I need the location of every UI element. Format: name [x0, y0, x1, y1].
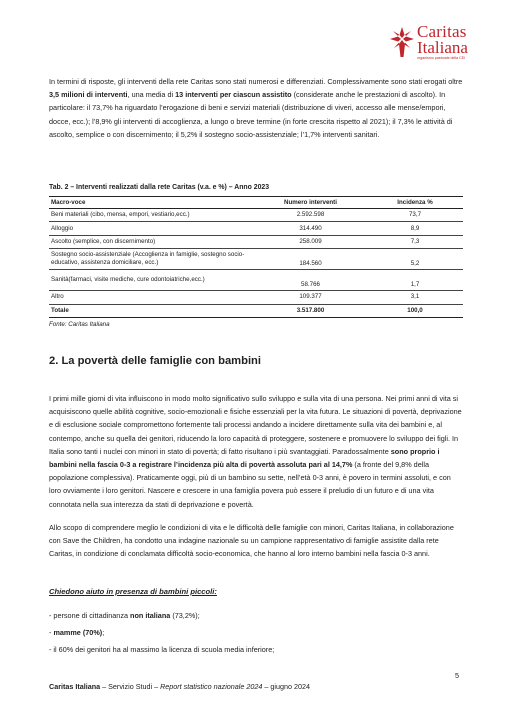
intro-text-2: , una media di — [127, 90, 176, 100]
list-item-text: ; — [102, 628, 105, 637]
table-cell-num: 184.560 — [254, 249, 367, 270]
list-item-text: (73,2%); — [170, 611, 200, 620]
table-cell-label: Beni materiali (cibo, mensa, empori, vestiario,ecc.) — [49, 209, 254, 222]
table-total-pct: 100,0 — [367, 304, 463, 317]
intro-bold-1: 3,5 milioni di interventi — [49, 90, 128, 100]
table-cell-pct: 3,1 — [367, 291, 463, 304]
section-paragraph-2: Allo scopo di comprendere meglio le condizioni di vita e le difficoltà delle famiglie con minori, Caritas Italiana, in collaborazione con Save the Children, ha condotto una indagine nazionale su un campione rappresentativo di famiglie assistite dalla rete Caritas, in condizione di conclamata difficoltà socio-economica, che hanno al loro interno bambini nella fascia 0-3 anni. — [49, 523, 454, 559]
table-row — [49, 249, 463, 270]
table-row — [49, 222, 463, 235]
footer-report: Report statistico nazionale 2024 — [160, 682, 263, 691]
table-row — [49, 291, 463, 304]
table-row — [49, 235, 463, 248]
list-item-bold: mamme (70%) — [53, 628, 103, 637]
section-bold-1: sono proprio i bambini nella fascia 0-3 a registrare l’incidenza più alta di povertà assoluta pari al 14,7% — [49, 446, 440, 470]
table-title: Tab. 2 – Interventi realizzati dalla rete Caritas (v.a. e %) – Anno 2023 — [49, 184, 270, 191]
list-item — [49, 645, 274, 655]
list-item-text: - il 60% dei genitori ha al massimo la licenza di scuola media inferiore; — [49, 645, 275, 654]
intro-text-1: In termini di risposte, gli interventi della rete Caritas sono stati numerosi e differenziati. Complessivamente sono stati erogati oltre — [49, 77, 463, 86]
table-cell-label: Ascolto (semplice, con discernimento) — [49, 235, 254, 248]
page-footer — [49, 682, 310, 691]
table-cell-num: 258.009 — [254, 235, 367, 248]
table-cell-num: 2.592.598 — [254, 209, 367, 222]
subheading: Chiedono aiuto in presenza di bambini piccoli: — [49, 587, 217, 596]
list-item-bold: non italiana — [130, 611, 171, 620]
table-cell-pct: 5,2 — [367, 249, 463, 270]
section-paragraph-1 — [49, 392, 463, 511]
table-source: Fonte: Caritas Italiana — [49, 321, 110, 328]
table-cell-num: 314.490 — [254, 222, 367, 235]
logo-wordmark — [417, 24, 468, 61]
intro-text-3: (considerate anche le prestazioni di ascolto). In particolare: il 73,7% ha riguardato l’erogazione di beni e servizi materiali (distribuzione di viveri, accesso alle mense/empori, docce, ecc.); l’8,9% gli interventi di accoglienza, a lungo o breve termine (in forte crescita rispetto al 2021); il 7,3% le attività di ascolto, semplice o con discernimento; il 5,2% il sostegno socio-assistenziale; l’1,7% interventi sanitari. — [49, 90, 453, 139]
section-text-1: I primi mille giorni di vita influiscono in modo molto significativo sullo sviluppo e sulla vita di una persona. Nei primi anni di vita si acquisiscono quelle abilità cognitive, socio-emozionali e fisiche essenziali per la vita futura. Le situazioni di povertà, deprivazione e di esclusione sociale compromettono fortemente tali processi andando a incidere direttamente sulla vita dei bambini e, al contempo, anche su quella dei genitori, riducendo la loro capacità di proteggere, sostenere e promuovere lo sviluppo dei figli. In Italia sono tanti i nuclei con minori in stato di povertà; di fatto risultano i più svantaggiati. Paradossalmente — [49, 394, 462, 456]
table-cell-pct: 7,3 — [367, 235, 463, 248]
interventions-table — [49, 196, 463, 318]
list-item-text: - persone di cittadinanza — [49, 611, 131, 620]
intro-bold-2: 13 interventi per ciascun assistito — [175, 90, 292, 100]
footer-org: Caritas Italiana — [49, 682, 101, 691]
table-row — [49, 209, 463, 222]
footer-sep: – Servizio Studi – — [100, 682, 161, 691]
intro-paragraph — [49, 75, 463, 141]
section-heading: 2. La povertà delle famiglie con bambini — [49, 355, 261, 367]
logo-line1: Caritas — [417, 22, 467, 41]
table-cell-label: Sostegno socio-assistenziale (Accoglienza in famiglie, sostegno socio-educativo, assistenza domiciliare, ecc.) — [49, 249, 254, 270]
table-cell-num: 109.377 — [254, 291, 367, 304]
logo-line2: Italiana — [417, 38, 468, 57]
cross-icon — [389, 26, 415, 58]
table-cell-label: Sanità(farmaci, visite mediche, cure odontoiatriche,ecc.) — [49, 270, 254, 291]
table-cell-pct: 1,7 — [367, 270, 463, 291]
table-total-row — [49, 304, 463, 317]
footer-date: – giugno 2024 — [262, 682, 310, 691]
table-total-label: Totale — [49, 304, 254, 317]
logo-tagline: organismo pastorale della CEI — [417, 56, 466, 60]
list-item — [49, 611, 200, 621]
table-header-count: Numero interventi — [254, 197, 367, 209]
table-total-num: 3.517.800 — [254, 304, 367, 317]
table-cell-label: Altro — [49, 291, 254, 304]
list-item-text: - — [49, 628, 54, 637]
table-row — [49, 270, 463, 291]
table-cell-num: 58.766 — [254, 270, 367, 291]
caritas-logo — [389, 24, 479, 64]
table-header-macro: Macro-voce — [49, 197, 254, 209]
section-text-2: (a fronte del 9,8% della popolazione complessiva). Praticamente oggi, più di un bambino su sette, nell’età 0-3 anni, è povero in termini assoluti, e con loro ovviamente i loro genitori. Nascere e crescere in una famiglia povera può essere il preludio di un futuro e di una vita connotata nella sua interezza da stati di deprivazione e povertà. — [49, 460, 451, 509]
table-cell-pct: 73,7 — [367, 209, 463, 222]
list-item — [49, 628, 104, 638]
table-cell-label: Alloggio — [49, 222, 254, 235]
table-header-share: Incidenza % — [367, 197, 463, 209]
page-number: 5 — [455, 671, 459, 680]
table-header-row — [49, 197, 463, 209]
table-cell-pct: 8,9 — [367, 222, 463, 235]
